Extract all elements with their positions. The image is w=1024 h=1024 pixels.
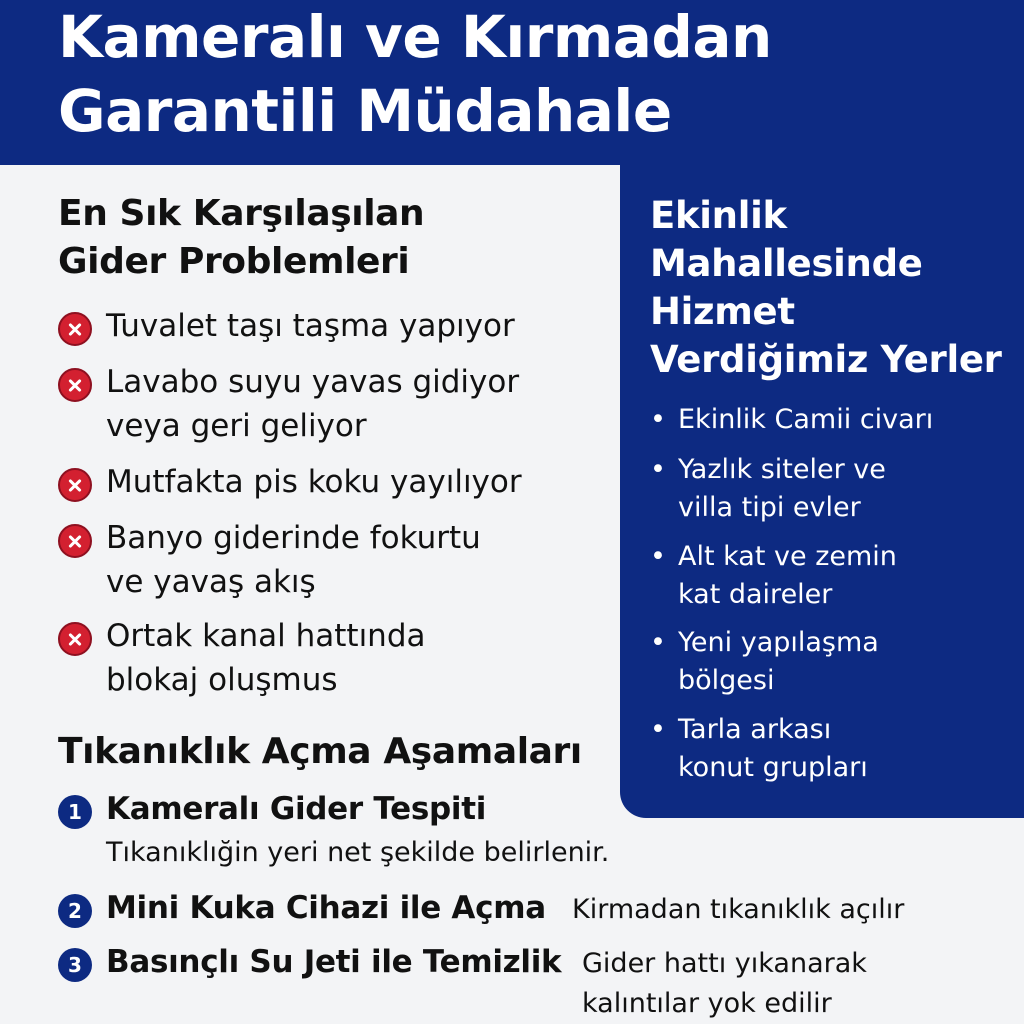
step-description-line: kalıntılar yok edilir: [582, 988, 832, 1019]
problem-text: [106, 360, 626, 448]
service-areas-heading-line: Ekinlik: [650, 194, 787, 237]
bullet-icon: •: [650, 714, 666, 745]
bullet-icon: •: [650, 541, 666, 572]
service-area-line: Ekinlik Camii civarı: [678, 404, 934, 435]
header-banner: [0, 0, 1024, 165]
problems-heading: [58, 190, 424, 286]
list-item: [650, 401, 1010, 439]
problems-heading-line: En Sık Karşılaşılan: [58, 193, 425, 234]
service-area-line: Alt kat ve zemin: [678, 541, 897, 572]
problem-line: Mutfakta pis koku yayılıyor: [106, 464, 522, 500]
service-area-line: Tarla arkası: [678, 714, 832, 745]
bullet-icon: •: [650, 627, 666, 658]
problem-line: Ortak kanal hattında: [106, 618, 426, 654]
problem-text: [106, 614, 626, 702]
step-title: Mini Kuka Cihazi ile Açma: [106, 890, 546, 926]
step-description-line: Tıkanıklığin yeri net şekilde belirlenir.: [106, 837, 610, 868]
list-item: [650, 451, 1010, 527]
problem-text: [106, 516, 626, 604]
service-areas-panel: [620, 165, 1024, 818]
service-areas-heading-line: Mahallesinde: [650, 242, 923, 285]
service-area-line: bölgesi: [678, 665, 775, 696]
service-area-line: villa tipi evler: [678, 492, 861, 523]
step-title: Kameralı Gider Tespiti: [106, 791, 487, 827]
problem-text: [106, 460, 626, 504]
x-circle-icon: [58, 368, 92, 402]
problem-text: [106, 304, 626, 348]
x-circle-icon: [58, 524, 92, 558]
problem-line: Lavabo suyu yavas gidiyor: [106, 364, 520, 400]
step-title: Basınçlı Su Jeti ile Temizlik: [106, 944, 562, 980]
service-areas-heading: [650, 192, 1002, 384]
x-circle-icon: [58, 312, 92, 346]
problem-line: Banyo giderinde fokurtu: [106, 520, 481, 556]
step-description: [582, 944, 867, 1024]
step-description-line: Gider hattı yıkanarak: [582, 948, 867, 979]
list-item: [650, 711, 1010, 787]
problem-line: veya geri geliyor: [106, 408, 367, 444]
step-number-badge: 2: [58, 894, 92, 928]
service-area-line: kat daireler: [678, 579, 833, 610]
problems-heading-line: Gider Problemleri: [58, 241, 410, 282]
step-number-badge: 1: [58, 795, 92, 829]
x-circle-icon: [58, 622, 92, 656]
problem-line: ve yavaş akış: [106, 564, 316, 600]
step-number-badge: 3: [58, 948, 92, 982]
problem-line: Tuvalet taşı taşma yapıyor: [106, 308, 515, 344]
page-title-line: Garantili Müdahale: [58, 77, 672, 145]
service-area-line: konut grupları: [678, 752, 868, 783]
page-title-line: Kameralı ve Kırmadan: [58, 3, 772, 71]
list-item: [650, 538, 1010, 614]
bullet-icon: •: [650, 454, 666, 485]
service-area-line: Yeni yapılaşma: [678, 627, 879, 658]
service-areas-heading-line: Hizmet: [650, 290, 795, 333]
problem-line: blokaj oluşmus: [106, 662, 338, 698]
page-title: [58, 0, 772, 148]
x-circle-icon: [58, 468, 92, 502]
steps-heading: Tıkanıklık Açma Aşamaları: [58, 731, 582, 772]
service-areas-heading-line: Verdiğimiz Yerler: [650, 338, 1002, 381]
list-item: [650, 624, 1010, 700]
step-description: [106, 833, 609, 873]
step-description: [572, 890, 904, 930]
service-area-line: Yazlık siteler ve: [678, 454, 886, 485]
step-description-line: Kirmadan tıkanıklık açılır: [572, 894, 905, 925]
bullet-icon: •: [650, 404, 666, 435]
